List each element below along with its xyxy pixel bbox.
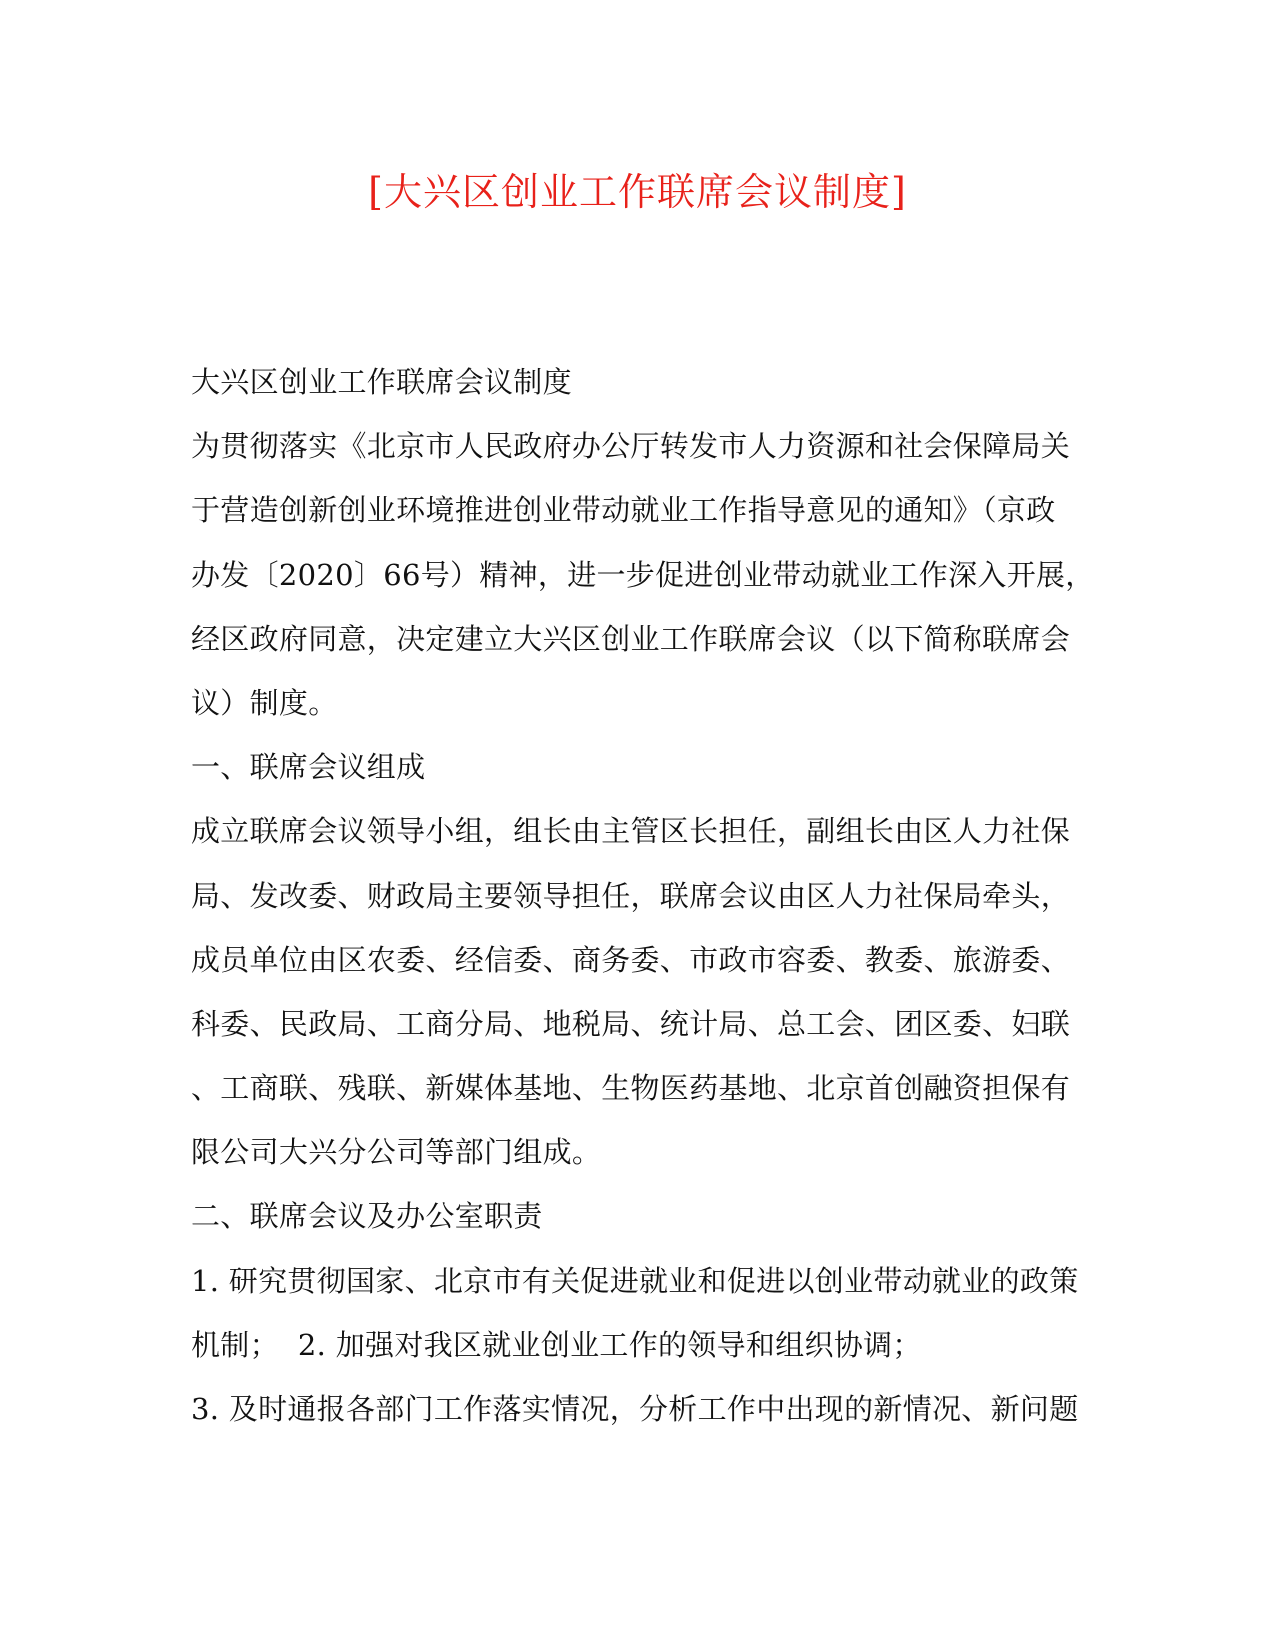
document-body xyxy=(191,350,1095,1441)
paragraph-line: 办发〔2020〕66号）精神，进一步促进创业带动就业工作深入开展， xyxy=(191,557,1095,592)
paragraph-line: 科委、民政局、工商分局、地税局、统计局、总工会、团区委、妇联 xyxy=(191,1006,1071,1041)
subtitle-line: 大兴区创业工作联席会议制度 xyxy=(191,365,572,399)
section-heading: 一、联席会议组成 xyxy=(191,750,426,785)
paragraph-line: 于营造创新创业环境推进创业带动就业工作指导意见的通知》（京政 xyxy=(191,493,1056,528)
paragraph-line: 局、发改委、财政局主要领导担任，联席会议由区人力社保局牵头， xyxy=(191,878,1071,913)
document-title: [大兴区创业工作联席会议制度] xyxy=(368,170,907,214)
list-item-line: 机制； 2. 加强对我区就业创业工作的领导和组织协调； xyxy=(191,1327,922,1362)
paragraph-line: 为贯彻落实《北京市人民政府办公厅转发市人力资源和社会保障局关 xyxy=(191,429,1071,464)
paragraph-line: 议）制度。 xyxy=(191,685,338,720)
paragraph-line: 经区政府同意，决定建立大兴区创业工作联席会议（以下简称联席会 xyxy=(191,621,1071,656)
paragraph-line: 限公司大兴分公司等部门组成。 xyxy=(191,1135,602,1170)
list-item-line: 3. 及时通报各部门工作落实情况，分析工作中出现的新情况、新问题 xyxy=(191,1392,1079,1426)
paragraph-line: 、工商联、残联、新媒体基地、生物医药基地、北京首创融资担保有 xyxy=(191,1071,1071,1106)
list-item-line: 1. 研究贯彻国家、北京市有关促进就业和促进以创业带动就业的政策 xyxy=(191,1263,1079,1298)
paragraph-line: 成员单位由区农委、经信委、商务委、市政市容委、教委、旅游委、 xyxy=(191,942,1071,977)
paragraph-line: 成立联席会议领导小组，组长由主管区长担任，副组长由区人力社保 xyxy=(191,814,1071,849)
section-heading: 二、联席会议及办公室职责 xyxy=(191,1199,543,1234)
